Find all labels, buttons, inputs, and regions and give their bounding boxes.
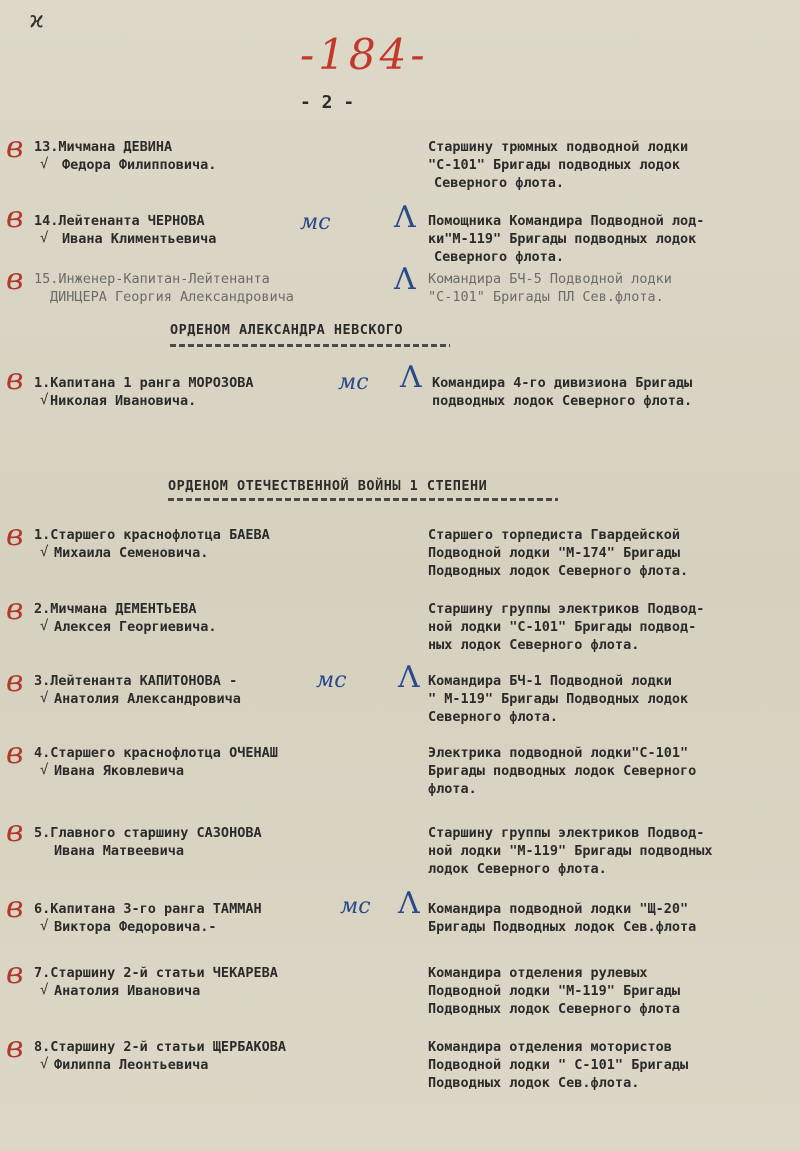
check-mark: √ [40,230,49,246]
entry-rank-surname: 13.Мичмана ДЕВИНА [34,139,173,155]
entry-position-line: Подводных лодок Северного флота. [428,563,689,579]
entry-position-line: флота. [428,781,477,797]
entry-given-name: Филиппа Леонтьевича [54,1057,209,1073]
entry-position-line: Старшего торпедиста Гвардейской [428,527,680,543]
entry-given-name: Ивана Климентьевича [62,231,217,247]
entry-rank-surname: 7.Старшину 2-й статьи ЧЕКАРЕВА [34,965,278,981]
entry-given-name: Николая Ивановича. [50,393,197,409]
entry-given-name: ДИНЦЕРА Георгия Александровича [50,289,294,305]
entry-position-line: Подводных лодок Северного флота [428,1001,680,1017]
entry-position-line: Подводной лодки " С-101" Бригады [428,1057,689,1073]
award-mark-b: в [6,200,24,235]
entry-rank-surname: 8.Старшину 2-й статьи ЩЕРБАКОВА [34,1039,286,1055]
award-mark-b: в [6,592,24,627]
award-mark-b: в [6,262,24,297]
archive-page-stamp: -184- [300,30,429,79]
heading-underline [170,344,450,347]
entry-position-line: Бригады Подводных лодок Сев.флота [428,919,697,935]
handwritten-signature-mark: мс [340,894,371,919]
entry-position-line: Подводных лодок Сев.флота. [428,1075,640,1091]
entry-given-name: Федора Филипповича. [62,157,217,173]
check-mark: √ [40,544,49,560]
entry-given-name: Ивана Матвеевича [54,843,185,859]
award-mark-b: в [6,1030,24,1065]
entry-given-name: Ивана Яковлевича [54,763,185,779]
entry-position-line: Командира БЧ-5 Подводной лодки [428,271,672,287]
entry-position-line: Командира подводной лодки "Щ-20" [428,901,689,917]
entry-position-line: Подводной лодки "М-119" Бригады [428,983,680,999]
entry-rank-surname: 3.Лейтенанта КАПИТОНОВА - [34,673,238,689]
entry-position-line: Командира 4-го дивизиона Бригады [432,375,693,391]
check-mark: √ [40,762,49,778]
award-mark-b: в [6,890,24,925]
entry-position-line: подводных лодок Северного флота. [432,393,693,409]
check-mark: √ [40,982,49,998]
entry-position-line: Северного флота. [434,175,565,191]
entry-position-line: Бригады подводных лодок Северного [428,763,697,779]
entry-given-name: Анатолия Александровича [54,691,241,707]
entry-given-name: Михаила Семеновича. [54,545,209,561]
entry-position-line: Командира отделения рулевых [428,965,648,981]
entry-position-line: Старшину группы электриков Подвод- [428,825,705,841]
award-mark-b: в [6,814,24,849]
entry-rank-surname: 1.Старшего краснофлотца БАЕВА [34,527,270,543]
entry-position-line: Северного флота. [434,249,565,265]
corner-mark: ϰ [30,8,44,33]
entry-rank-surname: 2.Мичмана ДЕМЕНТЬЕВА [34,601,197,617]
entry-rank-surname: 4.Старшего краснофлотца ОЧЕНАШ [34,745,278,761]
entry-position-line: Подводной лодки "М-174" Бригады [428,545,680,561]
entry-position-line: " М-119" Бригады Подводных лодок [428,691,689,707]
entry-position-line: Северного флота. [428,709,559,725]
handwritten-approval-mark: Λ [400,360,422,395]
entry-rank-surname: 6.Капитана 3-го ранга ТАММАН [34,901,262,917]
award-mark-b: в [6,362,24,397]
entry-position-line: "С-101" Бригады ПЛ Сев.флота. [428,289,664,305]
entry-position-line: "С-101" Бригады подводных лодок [428,157,680,173]
order-heading: ОРДЕНОМ ОТЕЧЕСТВЕННОЙ ВОЙНЫ 1 СТЕПЕНИ [168,478,488,494]
handwritten-signature-mark: мс [316,668,347,693]
entry-position-line: Командира отделения мотористов [428,1039,672,1055]
award-mark-b: в [6,736,24,771]
handwritten-approval-mark: Λ [398,886,420,921]
check-mark: √ [40,392,49,408]
entry-rank-surname: 15.Инженер-Капитан-Лейтенанта [34,271,270,287]
entry-position-line: Командира БЧ-1 Подводной лодки [428,673,672,689]
entry-position-line: Старшину группы электриков Подвод- [428,601,705,617]
handwritten-signature-mark: мс [338,370,369,395]
check-mark: √ [40,156,49,172]
award-mark-b: в [6,130,24,165]
handwritten-approval-mark: Λ [398,660,420,695]
entry-rank-surname: 1.Капитана 1 ранга МОРОЗОВА [34,375,254,391]
entry-position-line: ных лодок Северного флота. [428,637,640,653]
entry-rank-surname: 14.Лейтенанта ЧЕРНОВА [34,213,205,229]
entry-position-line: ки"М-119" Бригады подводных лодок [428,231,697,247]
order-heading: ОРДЕНОМ АЛЕКСАНДРА НЕВСКОГО [170,322,403,338]
check-mark: √ [40,690,49,706]
entry-position-line: лодок Северного флота. [428,861,607,877]
entry-given-name: Анатолия Ивановича [54,983,201,999]
page-number: - 2 - [300,92,355,113]
entry-position-line: Электрика подводной лодки"С-101" [428,745,689,761]
entry-position-line: Старшину трюмных подводной лодки [428,139,689,155]
handwritten-signature-mark: мс [300,210,331,235]
check-mark: √ [40,618,49,634]
heading-underline [168,498,558,501]
entry-rank-surname: 5.Главного старшину САЗОНОВА [34,825,262,841]
check-mark: √ [40,918,49,934]
entry-given-name: Виктора Федоровича.- [54,919,217,935]
check-mark: √ [40,1056,49,1072]
handwritten-approval-mark: Λ [394,200,416,235]
entry-position-line: ной лодки "М-119" Бригады подводных [428,843,713,859]
award-mark-b: в [6,518,24,553]
award-mark-b: в [6,664,24,699]
entry-position-line: ной лодки "С-101" Бригады подвод- [428,619,697,635]
award-mark-b: в [6,956,24,991]
entry-given-name: Алексея Георгиевича. [54,619,217,635]
entry-position-line: Помощника Командира Подводной лод- [428,213,705,229]
handwritten-approval-mark: Λ [394,262,416,297]
